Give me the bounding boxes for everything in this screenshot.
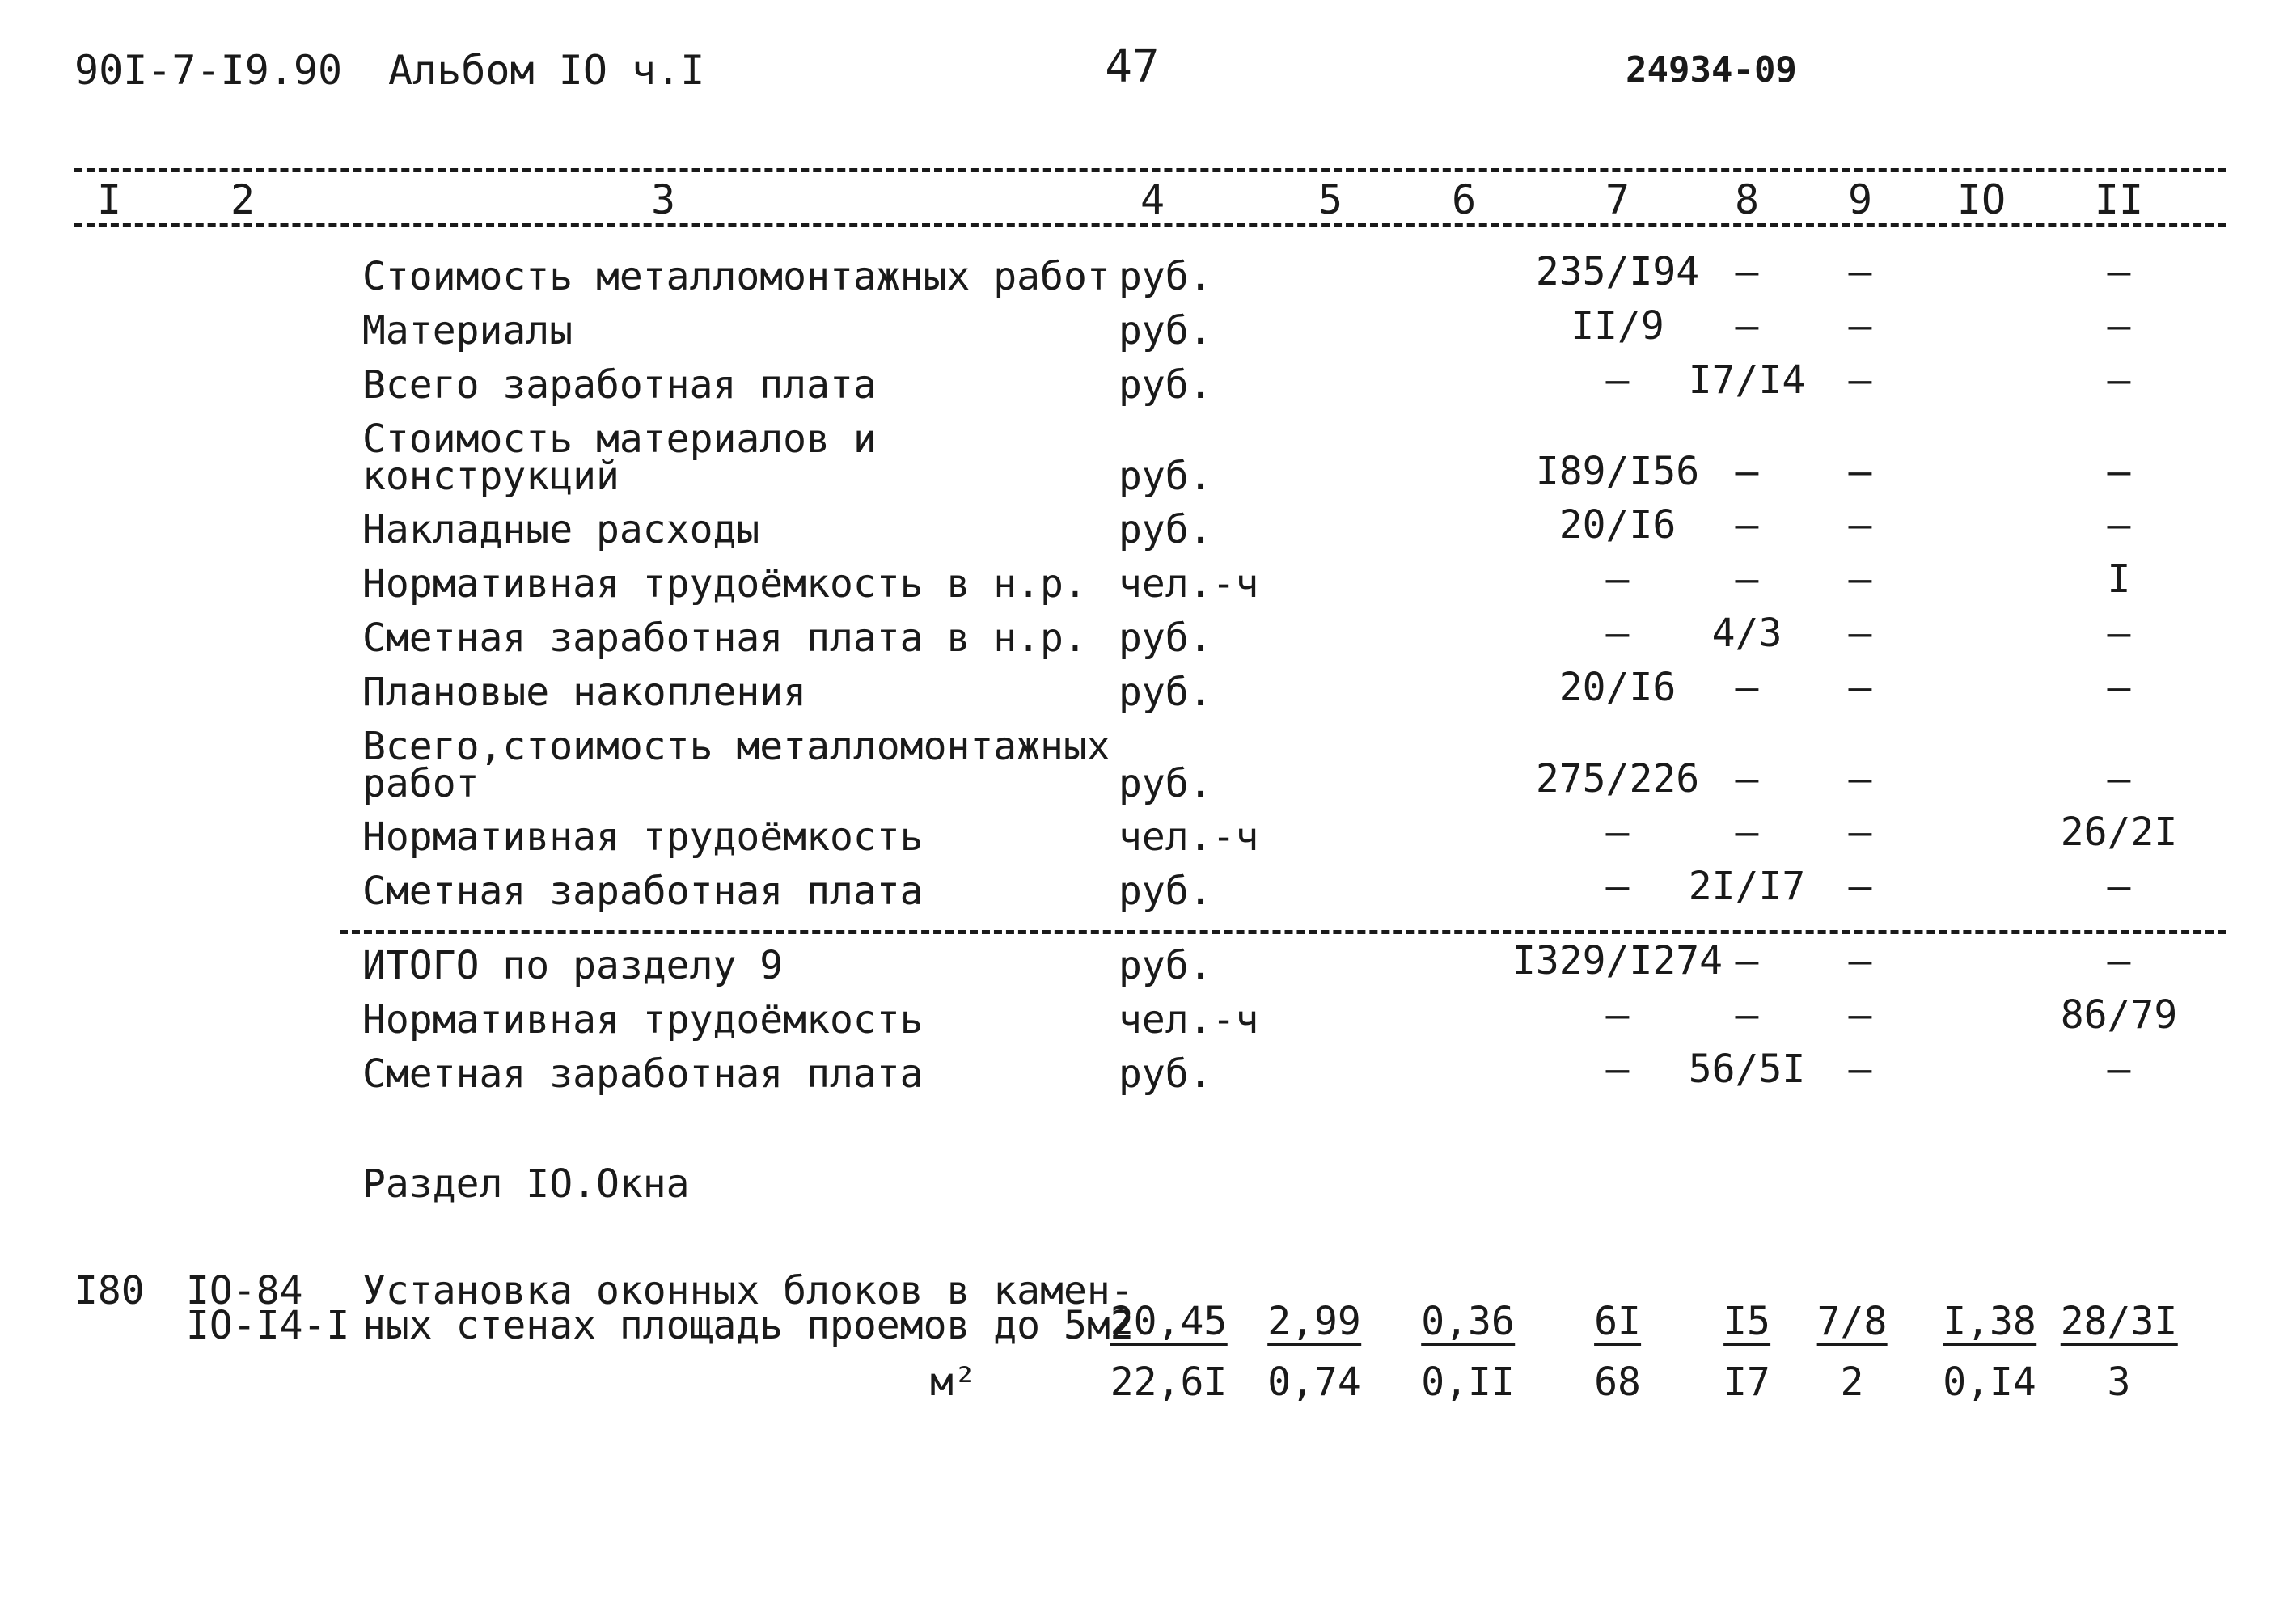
- item-bottom-c4: 22,6I: [1110, 1360, 1228, 1405]
- row-col9: –: [1848, 502, 1872, 548]
- total-row-name: Нормативная трудоёмкость: [362, 997, 924, 1042]
- row-col11: –: [2107, 249, 2131, 294]
- row-col11: –: [2107, 502, 2131, 548]
- section-title: Раздел IO.Окна: [362, 1161, 690, 1207]
- column-header-4: 4: [1140, 176, 1165, 223]
- total-row-col8: –: [1735, 938, 1759, 983]
- page-number: 47: [1105, 40, 1160, 93]
- row-col11: –: [2107, 665, 2131, 710]
- row-col7: 20/I6: [1558, 502, 1677, 548]
- total-row-col11: –: [2107, 1047, 2131, 1092]
- row-name: Накладные расходы: [362, 507, 760, 552]
- row-unit: руб.: [1119, 507, 1212, 552]
- row-unit: руб.: [1119, 254, 1212, 299]
- row-name-line2: работ: [362, 761, 480, 806]
- row-name-line2: конструкций: [362, 454, 620, 499]
- row-unit: чел.-ч: [1119, 561, 1259, 607]
- row-col7: –: [1605, 864, 1630, 909]
- row-unit: руб.: [1119, 308, 1212, 353]
- row-col11: –: [2107, 449, 2131, 494]
- column-header-5: 5: [1317, 176, 1343, 223]
- total-row-col9: –: [1848, 1047, 1872, 1092]
- item-top-c10: I,38: [1943, 1299, 2036, 1344]
- row-col9: –: [1848, 357, 1872, 403]
- row-col11: –: [2107, 864, 2131, 909]
- row-col8: –: [1735, 665, 1759, 710]
- row-col8: 2I/I7: [1688, 864, 1806, 909]
- total-row-col7: –: [1605, 1047, 1630, 1092]
- row-col9: –: [1848, 810, 1872, 855]
- row-name: Сметная заработная плата: [362, 869, 924, 914]
- column-header-7: 7: [1605, 176, 1630, 223]
- total-row-unit: руб.: [1119, 1051, 1212, 1097]
- row-col7: –: [1605, 357, 1630, 403]
- total-row-unit: руб.: [1119, 943, 1212, 988]
- item-top-c4: 20,45: [1110, 1299, 1228, 1344]
- row-col8: –: [1735, 303, 1759, 349]
- total-row-name: ИТОГО по разделу 9: [362, 943, 784, 988]
- column-header-6: 6: [1451, 176, 1477, 223]
- row-col7: II/9: [1571, 303, 1664, 349]
- row-name-line1: Стоимость материалов и: [362, 417, 877, 462]
- item-code-1: IO-84: [186, 1268, 303, 1313]
- row-col9: –: [1848, 611, 1872, 656]
- row-col9: –: [1848, 756, 1872, 801]
- row-col7: 20/I6: [1558, 665, 1677, 710]
- row-name: Стоимость металломонтажных работ: [362, 254, 1110, 299]
- totals-separator: [340, 930, 2226, 934]
- item-desc-line2: ных стенах площадь проемов до 5м2: [362, 1303, 1134, 1348]
- total-row-col9: –: [1848, 992, 1872, 1038]
- row-col11: –: [2107, 611, 2131, 656]
- row-col9: –: [1848, 556, 1872, 602]
- item-top-c6: 0,36: [1421, 1299, 1515, 1344]
- item-bottom-c6: 0,II: [1421, 1360, 1515, 1405]
- item-number: I80: [74, 1268, 145, 1313]
- row-col11: –: [2107, 357, 2131, 403]
- row-col11: –: [2107, 303, 2131, 349]
- column-header-2: 2: [230, 176, 256, 223]
- column-header-8: 8: [1734, 176, 1760, 223]
- row-unit: руб.: [1119, 454, 1212, 499]
- item-bottom-c5: 0,74: [1267, 1360, 1361, 1405]
- row-name: Плановые накопления: [362, 670, 807, 715]
- total-row-col7: I329/I274: [1512, 938, 1723, 983]
- item-bottom-c9: 2: [1840, 1360, 1864, 1405]
- column-header-3: 3: [650, 176, 676, 223]
- row-name: Нормативная трудоёмкость в н.р.: [362, 561, 1087, 607]
- item-top-c11: 28/3I: [2060, 1299, 2178, 1344]
- row-col7: –: [1605, 611, 1630, 656]
- item-bottom-c11: 3: [2107, 1360, 2131, 1405]
- row-name: Сметная заработная плата в н.р.: [362, 615, 1087, 661]
- row-col7: I89/I56: [1535, 449, 1700, 494]
- item-bottom-c8: I7: [1723, 1360, 1770, 1405]
- total-row-col8: –: [1735, 992, 1759, 1038]
- column-header-10: IO: [1956, 176, 2007, 223]
- row-name-line1: Всего,стоимость металломонтажных: [362, 724, 1110, 769]
- row-col11: –: [2107, 756, 2131, 801]
- total-row-col8: 56/5I: [1688, 1047, 1806, 1092]
- row-col9: –: [1848, 665, 1872, 710]
- item-top-c7: 6I: [1594, 1299, 1641, 1344]
- item-bottom-c10: 0,I4: [1943, 1360, 2036, 1405]
- column-header-9: 9: [1847, 176, 1873, 223]
- doc-code: 90I-7-I9.90: [74, 47, 343, 94]
- item-top-c5: 2,99: [1267, 1299, 1361, 1344]
- row-col8: –: [1735, 556, 1759, 602]
- total-row-col7: –: [1605, 992, 1630, 1038]
- row-col11: I: [2107, 556, 2131, 602]
- column-header-1: I: [96, 176, 122, 223]
- row-unit: руб.: [1119, 761, 1212, 806]
- item-top-c8: I5: [1723, 1299, 1770, 1344]
- row-col8: 4/3: [1711, 611, 1782, 656]
- item-unit: м²: [930, 1360, 977, 1405]
- row-unit: руб.: [1119, 615, 1212, 661]
- row-name: Материалы: [362, 308, 573, 353]
- archive-stamp: 24934-09: [1626, 49, 1797, 91]
- total-row-name: Сметная заработная плата: [362, 1051, 924, 1097]
- row-col8: –: [1735, 502, 1759, 548]
- item-top-c9: 7/8: [1816, 1299, 1888, 1344]
- header-bottom-line: [74, 223, 2226, 227]
- row-col8: –: [1735, 756, 1759, 801]
- item-code-2: IO-I4-I: [186, 1303, 350, 1348]
- row-col7: 275/226: [1535, 756, 1700, 801]
- row-col9: –: [1848, 864, 1872, 909]
- row-col7: –: [1605, 810, 1630, 855]
- header-top-line: [74, 168, 2226, 172]
- row-col8: –: [1735, 249, 1759, 294]
- row-col9: –: [1848, 249, 1872, 294]
- row-unit: руб.: [1119, 670, 1212, 715]
- row-unit: чел.-ч: [1119, 814, 1259, 860]
- item-desc-line1: Установка оконных блоков в камен-: [362, 1268, 1134, 1313]
- album-label: Альбом IO ч.I: [388, 47, 705, 94]
- item-bottom-c7: 68: [1594, 1360, 1641, 1405]
- row-unit: руб.: [1119, 362, 1212, 408]
- row-unit: руб.: [1119, 869, 1212, 914]
- row-col7: –: [1605, 556, 1630, 602]
- row-name: Всего заработная плата: [362, 362, 877, 408]
- row-col8: –: [1735, 449, 1759, 494]
- row-name: Нормативная трудоёмкость: [362, 814, 924, 860]
- total-row-col11: –: [2107, 938, 2131, 983]
- total-row-col9: –: [1848, 938, 1872, 983]
- row-col7: 235/I94: [1535, 249, 1700, 294]
- row-col8: –: [1735, 810, 1759, 855]
- total-row-unit: чел.-ч: [1119, 997, 1259, 1042]
- row-col9: –: [1848, 303, 1872, 349]
- row-col11: 26/2I: [2060, 810, 2178, 855]
- total-row-col11: 86/79: [2060, 992, 2178, 1038]
- row-col9: –: [1848, 449, 1872, 494]
- column-header-11: II: [2094, 176, 2144, 223]
- row-col8: I7/I4: [1688, 357, 1806, 403]
